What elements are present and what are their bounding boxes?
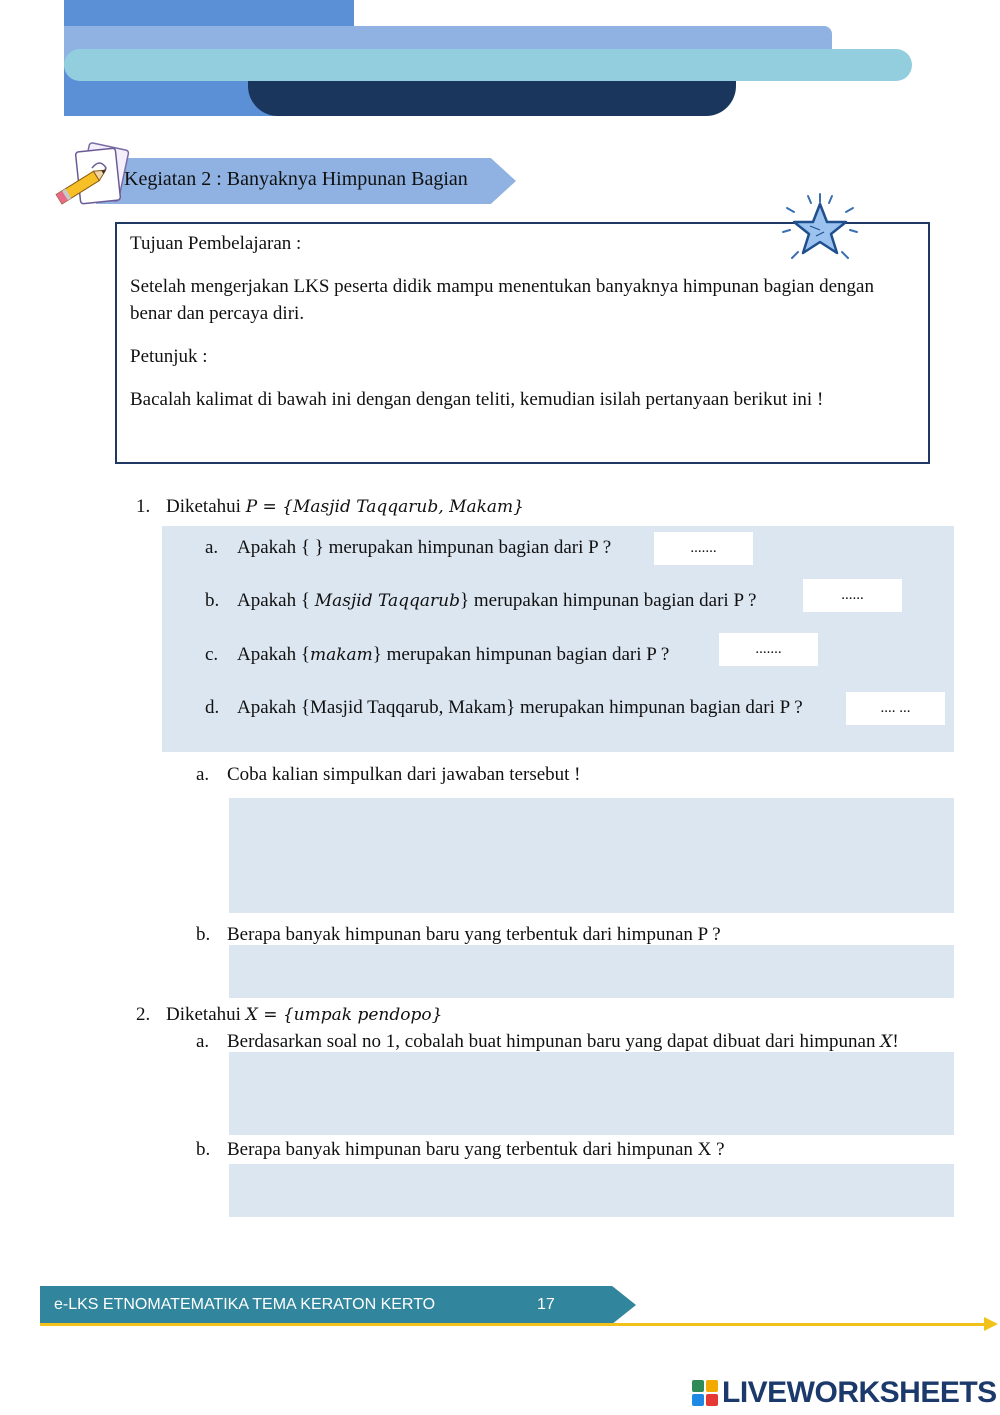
page-number: 17 xyxy=(537,1296,555,1313)
q2-item-b-text: Berapa banyak himpunan baru yang terbentuk dari himpunan X ? xyxy=(227,1139,725,1160)
q2-item-a-letter: a. xyxy=(196,1031,210,1052)
q1-item-c-letter: c. xyxy=(205,644,219,665)
star-icon xyxy=(780,190,860,268)
q1-followup-b-text: Berapa banyak himpunan baru yang terbentuk dari himpunan P ? xyxy=(227,924,721,945)
q1-item-a xyxy=(205,535,611,561)
q1-item-a-text: Apakah { } merupakan himpunan bagian dari P ? xyxy=(237,537,612,558)
pencil-paper-icon xyxy=(48,140,132,216)
q1-followup-a-text: Coba kalian simpulkan dari jawaban tersebut ! xyxy=(227,764,581,785)
q1-answer-b[interactable]: ...... xyxy=(803,579,902,612)
q1-item-b xyxy=(205,588,757,614)
question-1-number: 1. xyxy=(136,496,151,517)
q1-followup-b-answer-area[interactable] xyxy=(229,945,954,998)
liveworksheets-grid-icon xyxy=(692,1380,718,1406)
activity-title: Kegiatan 2 : Banyaknya Himpunan Bagian xyxy=(124,168,468,190)
q2-item-b-answer-area[interactable] xyxy=(229,1164,954,1217)
instructions-heading: Petunjuk : xyxy=(130,346,208,367)
q1-item-b-letter: b. xyxy=(205,590,220,611)
instructions-text: Bacalah kalimat di bawah ini dengan dengan teliti, kemudian isilah pertanyaan berikut ini ! xyxy=(130,389,824,410)
q1-followup-a-answer-area[interactable] xyxy=(229,798,954,913)
question-1-intro: Diketahui xyxy=(166,496,246,517)
q1-followup-a xyxy=(196,762,581,788)
q2-item-a-math: X xyxy=(880,1032,893,1052)
q1-answer-d[interactable]: .... ... xyxy=(846,692,945,725)
question-1-set: P = {Masjid Taqqarub, Makam} xyxy=(245,497,524,517)
footer-accent-line xyxy=(40,1323,988,1326)
q2-item-b-letter: b. xyxy=(196,1139,211,1160)
question-2 xyxy=(136,1002,442,1028)
q1-item-c-math: makam xyxy=(309,645,373,665)
objective-heading: Tujuan Pembelajaran : xyxy=(130,233,302,254)
question-2-number: 2. xyxy=(136,1004,151,1025)
q1-item-d xyxy=(205,695,803,721)
q1-followup-b-letter: b. xyxy=(196,924,211,945)
question-1 xyxy=(136,494,524,520)
q2-item-a-post: ! xyxy=(892,1031,899,1052)
q1-item-c-pre: Apakah { xyxy=(237,644,310,665)
q2-item-a-answer-area[interactable] xyxy=(229,1052,954,1135)
q1-answer-c[interactable]: ....... xyxy=(719,633,818,666)
liveworksheets-text: LIVEWORKSHEETS xyxy=(722,1376,997,1409)
q1-item-d-text: Apakah {Masjid Taqqarub, Makam} merupakan himpunan bagian dari P ? xyxy=(237,697,803,718)
q1-item-b-post: } merupakan himpunan bagian dari P ? xyxy=(460,590,757,611)
header-bar-cyan xyxy=(64,49,912,81)
liveworksheets-logo xyxy=(692,1376,997,1410)
objective-text: Setelah mengerjakan LKS peserta didik mampu menentukan banyaknya himpunan bagian dengan benar dan percaya diri. xyxy=(130,276,874,324)
q1-item-d-letter: d. xyxy=(205,697,220,718)
q1-item-c-post: } merupakan himpunan bagian dari P ? xyxy=(372,644,670,665)
question-2-set: X = {umpak pendopo} xyxy=(245,1005,443,1025)
footer-title: e-LKS ETNOMATEMATIKA TEMA KERATON KERTO xyxy=(54,1296,436,1313)
q1-item-c xyxy=(205,642,669,668)
arrow-right-icon xyxy=(984,1317,998,1331)
q1-followup-a-letter: a. xyxy=(196,764,210,785)
question-2-intro: Diketahui xyxy=(166,1004,246,1025)
q2-item-b xyxy=(196,1137,725,1163)
q1-item-b-pre: Apakah { xyxy=(237,590,315,611)
q1-answer-a[interactable]: ....... xyxy=(654,532,753,565)
q1-item-b-math: Masjid Taqqarub xyxy=(314,591,460,611)
q2-item-a-text: Berdasarkan soal no 1, cobalah buat himpunan baru yang dapat dibuat dari himpunan xyxy=(227,1031,881,1052)
q1-item-a-letter: a. xyxy=(205,537,219,558)
